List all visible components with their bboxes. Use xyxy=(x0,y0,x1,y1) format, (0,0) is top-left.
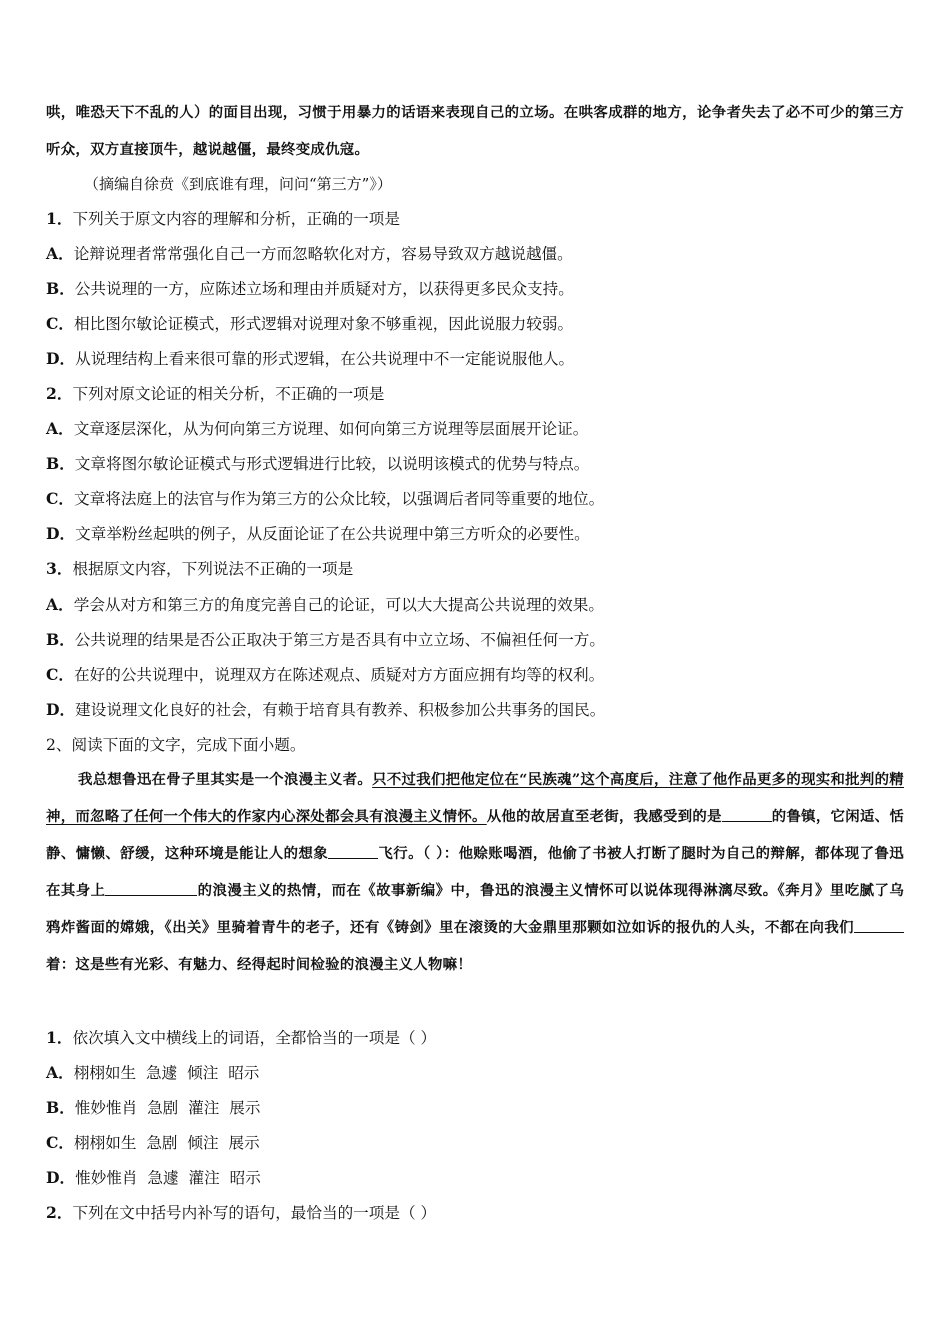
passage-2: 我总想鲁迅在骨子里其实是一个浪漫主义者。只不过我们把他定位在“民族魂”这个高度后，注意了他作品更多的现实和批判的精神，而忽略了任何一个伟大的作家内心深处都会具有浪漫主义情怀。从他的故居直至老街，我感受到的是 的鲁镇，它闲适、恬静、慵懒、舒缓，这种环境是能让人的想象 飞行。（ ）：他赊账喝酒，他偷了书被人打断了腿时为自己的辩解，都体现了鲁迅在其身上 的浪漫主义的热情，而在《故事新编》中，鲁迅的浪漫主义情怀可以说体现得淋漓尽致。《奔月》里吃腻了乌鸦炸酱面的嫦娥，《出关》里骑着青牛的老子，还有《铸剑》里在滚烫的大金鼎里那颗如泣如诉的报仇的人头，不都在向我们着：这是些有光彩、有魅力、经得起时间检验的浪漫主义人物嘛！ xyxy=(46,771,905,973)
option-1-1-c: C．相比图尔敏论证模式，形式逻辑对说理对象不够重视，因此说服力较弱。 xyxy=(46,314,574,333)
question-stem: 下列关于原文内容的理解和分析，正确的一项是 xyxy=(72,210,400,228)
option-1-1-b: B．公共说理的一方，应陈述立场和理由并质疑对方，以获得更多民众支持。 xyxy=(46,279,574,298)
option-1-1-d: D．从说理结构上看来很可靠的形式逻辑，在公共说理中不一定能说服他人。 xyxy=(46,349,575,368)
question-number: 2 xyxy=(46,1203,57,1222)
option-1-3-d: D．建设说理文化良好的社会，有赖于培育具有教养、积极参加公共事务的国民。 xyxy=(46,700,606,719)
question-stem: 下列对原文论证的相关分析，不正确的一项是 xyxy=(72,385,385,403)
option-text: 建设说理文化良好的社会，有赖于培育具有教养、积极参加公共事务的国民。 xyxy=(75,701,606,719)
option-1-3-a: A．学会从对方和第三方的角度完善自己的论证，可以大大提高公共说理的效果。 xyxy=(46,595,604,614)
question-stem: 下列在文中括号内补写的语句，最恰当的一项是（ ） xyxy=(72,1204,437,1222)
option-text: 论辩说理者常常强化自己一方而忽略软化对方，容易导致双方越说越僵。 xyxy=(73,245,573,263)
question-2-1: 1．依次填入文中横线上的词语，全都恰当的一项是（ ） xyxy=(46,1028,437,1047)
fill-blank-2 xyxy=(328,844,378,859)
option-1-1-a: A．论辩说理者常常强化自己一方而忽略软化对方，容易导致双方越说越僵。 xyxy=(46,244,573,263)
option-2-1-b: B．惟妙惟肖 急剧 灌注 展示 xyxy=(46,1098,261,1117)
option-1-3-b: B．公共说理的结果是否公正取决于第三方是否具有中立立场、不偏袒任何一方。 xyxy=(46,630,605,649)
option-text: 从说理结构上看来很可靠的形式逻辑，在公共说理中不一定能说服他人。 xyxy=(75,350,575,368)
option-1-3-c: C．在好的公共说理中，说理双方在陈述观点、质疑对方方面应拥有均等的权利。 xyxy=(46,665,605,684)
option-text: 学会从对方和第三方的角度完善自己的论证，可以大大提高公共说理的效果。 xyxy=(73,596,604,614)
fill-blank-4 xyxy=(854,918,904,933)
option-1-2-d: D．文章举粉丝起哄的例子，从反面论证了在公共说理中第三方听众的必要性。 xyxy=(46,524,590,543)
option-text: 文章举粉丝起哄的例子，从反面论证了在公共说理中第三方听众的必要性。 xyxy=(75,525,590,543)
question-number: 1 xyxy=(46,1028,57,1047)
option-text: 惟妙惟肖 急剧 灌注 展示 xyxy=(74,1099,261,1117)
option-text: 公共说理的结果是否公正取决于第三方是否具有中立立场、不偏袒任何一方。 xyxy=(74,631,605,649)
option-text: 栩栩如生 急剧 倾注 展示 xyxy=(74,1134,260,1152)
passage-continuation: 哄，唯恐天下不乱的人）的面目出现，习惯于用暴力的话语来表现自己的立场。在哄客成群的地方，论争者失去了必不可少的第三方听众，双方直接顶牛，越说越僵，最终变成仇寇。 xyxy=(46,104,904,158)
option-text: 文章逐层深化，从为何向第三方说理、如何向第三方说理等层面展开论证。 xyxy=(73,420,589,438)
option-text: 惟妙惟肖 急遽 灌注 昭示 xyxy=(75,1169,261,1187)
question-number: 1 xyxy=(46,209,57,228)
question-number: 2 xyxy=(46,384,57,403)
question-1-1: 1．下列关于原文内容的理解和分析，正确的一项是 xyxy=(46,209,400,228)
option-text: 文章将法庭上的法官与作为第三方的公众比较，以强调后者同等重要的地位。 xyxy=(74,490,605,508)
question-1-3: 3．根据原文内容，下列说法不正确的一项是 xyxy=(46,559,354,578)
fill-blank-3 xyxy=(105,881,197,896)
underlined-sentence: 只不过我们把他定位在“民族魂”这个高度后，注意了他作品更多的现实和批判的精神，而忽略了任何一个伟大的作家内心深处都会具有浪漫主义情怀。 xyxy=(46,771,904,825)
passage-source: （摘编自徐贲《到底谁有理，问问“第三方”》） xyxy=(84,175,392,193)
option-1-2-c: C．文章将法庭上的法官与作为第三方的公众比较，以强调后者同等重要的地位。 xyxy=(46,489,605,508)
option-1-2-a: A．文章逐层深化，从为何向第三方说理、如何向第三方说理等层面展开论证。 xyxy=(46,419,589,438)
option-text: 栩栩如生 急遽 倾注 昭示 xyxy=(73,1064,260,1082)
question-1-2: 2．下列对原文论证的相关分析，不正确的一项是 xyxy=(46,384,385,403)
question-2-2: 2．下列在文中括号内补写的语句，最恰当的一项是（ ） xyxy=(46,1203,437,1222)
option-1-2-b: B．文章将图尔敏论证模式与形式逻辑进行比较，以说明该模式的优势与特点。 xyxy=(46,454,590,473)
option-text: 文章将图尔敏论证模式与形式逻辑进行比较，以说明该模式的优势与特点。 xyxy=(74,455,590,473)
option-text: 在好的公共说理中，说理双方在陈述观点、质疑对方方面应拥有均等的权利。 xyxy=(74,666,605,684)
question-number: 3 xyxy=(46,559,57,578)
option-2-1-d: D．惟妙惟肖 急遽 灌注 昭示 xyxy=(46,1168,261,1187)
question-stem: 根据原文内容，下列说法不正确的一项是 xyxy=(72,560,354,578)
option-2-1-c: C．栩栩如生 急剧 倾注 展示 xyxy=(46,1133,260,1152)
section-2-heading: 2、阅读下面的文字，完成下面小题。 xyxy=(46,736,306,754)
fill-blank-1 xyxy=(722,807,772,822)
option-text: 公共说理的一方，应陈述立场和理由并质疑对方，以获得更多民众支持。 xyxy=(74,280,574,298)
option-text: 相比图尔敏论证模式，形式逻辑对说理对象不够重视，因此说服力较弱。 xyxy=(74,315,574,333)
option-2-1-a: A．栩栩如生 急遽 倾注 昭示 xyxy=(46,1063,260,1082)
question-stem: 依次填入文中横线上的词语，全都恰当的一项是（ ） xyxy=(72,1029,437,1047)
